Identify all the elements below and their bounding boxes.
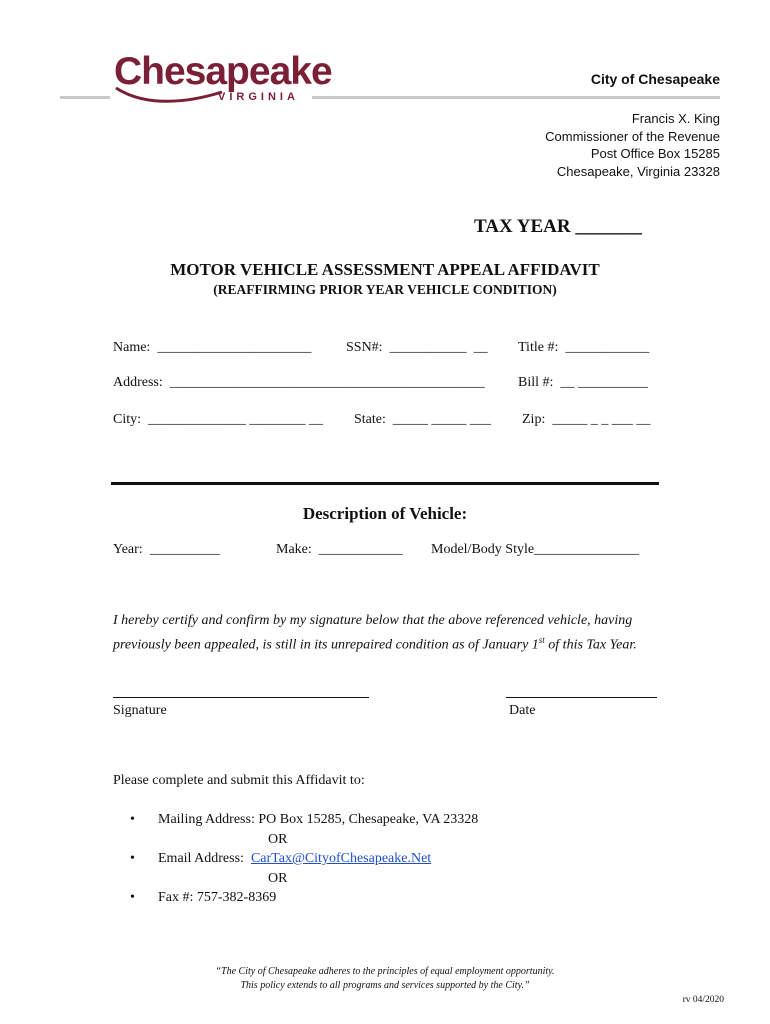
address-line: Chesapeake, Virginia 23328 [556, 163, 720, 179]
state-field[interactable]: State: _____ _____ ___ [354, 412, 491, 427]
header-rule-right [312, 96, 720, 99]
list-item [130, 888, 478, 908]
list-item [130, 849, 478, 869]
city-field[interactable]: City: ______________ ________ __ [113, 412, 324, 427]
zip-field[interactable]: Zip: _____ _ _ ___ __ [522, 412, 651, 427]
address-line: Commissioner of the Revenue [545, 128, 720, 144]
vehicle-model-field[interactable]: Model/Body Style_______________ [431, 542, 640, 557]
section-divider [111, 482, 659, 485]
bullet-icon: • [130, 812, 135, 827]
certification-superscript: st [538, 634, 545, 645]
header-rule-left [60, 96, 110, 99]
certification-text-end: of this Tax Year. [544, 637, 637, 653]
title-number-field[interactable]: Title #: ____________ [518, 340, 650, 355]
logo-swoosh-icon [114, 84, 224, 104]
commissioner-address [545, 110, 720, 180]
bullet-icon: • [130, 890, 135, 905]
email-link[interactable]: CarTax@CityofChesapeake.Net [250, 851, 432, 866]
address-line: Post Office Box 15285 [590, 146, 720, 161]
fax-number: Fax #: 757-382-8369 [158, 890, 277, 905]
address-field[interactable]: Address: _____________________________________________ [113, 375, 485, 390]
revision-date: rv 04/2020 [682, 995, 724, 1005]
equal-opportunity-statement [150, 965, 620, 993]
email-label: Email Address: [158, 851, 251, 866]
mailing-address: Mailing Address: PO Box 15285, Chesapeake, VA 23328 [158, 812, 479, 827]
signature-label: Signature [113, 703, 167, 718]
chesapeake-logo: Chesapeake [114, 50, 332, 93]
list-item [130, 810, 478, 830]
city-name: City of Chesapeake [590, 71, 720, 87]
bill-number-field[interactable]: Bill #: __ __________ [518, 375, 648, 390]
submit-instructions: Please complete and submit this Affidavit to: [113, 773, 365, 788]
or-separator: OR [268, 831, 288, 847]
logo-state-text: VIRGINIA [218, 91, 299, 103]
bullet-icon: • [130, 851, 135, 866]
tax-year-heading: TAX YEAR _______ [474, 216, 642, 237]
address-line: Francis X. King [631, 111, 720, 126]
ssn-field[interactable]: SSN#: ___________ __ [346, 340, 488, 355]
date-line[interactable] [506, 697, 657, 698]
name-field[interactable]: Name: ______________________ [113, 340, 312, 355]
certification-text-main: I hereby certify and confirm by my signature below that the above referenced vehicle, having previously been appealed, is still in its unrepaired condition as of January 1 [113, 613, 633, 653]
or-separator: OR [268, 870, 288, 886]
vehicle-heading: Description of Vehicle: [302, 504, 468, 523]
form-subtitle: (REAFFIRMING PRIOR YEAR VEHICLE CONDITION) [213, 282, 557, 297]
submission-methods [130, 810, 478, 908]
vehicle-year-field[interactable]: Year: __________ [113, 542, 220, 557]
form-title: MOTOR VEHICLE ASSESSMENT APPEAL AFFIDAVIT [170, 260, 600, 279]
vehicle-make-field[interactable]: Make: ____________ [276, 542, 403, 557]
footer-line: “The City of Chesapeake adheres to the principles of equal employment opportunity. [215, 966, 555, 977]
date-label: Date [509, 703, 536, 718]
signature-line[interactable] [113, 697, 369, 698]
footer-line: This policy extends to all programs and services supported by the City.” [240, 980, 530, 991]
certification-text [113, 612, 653, 655]
